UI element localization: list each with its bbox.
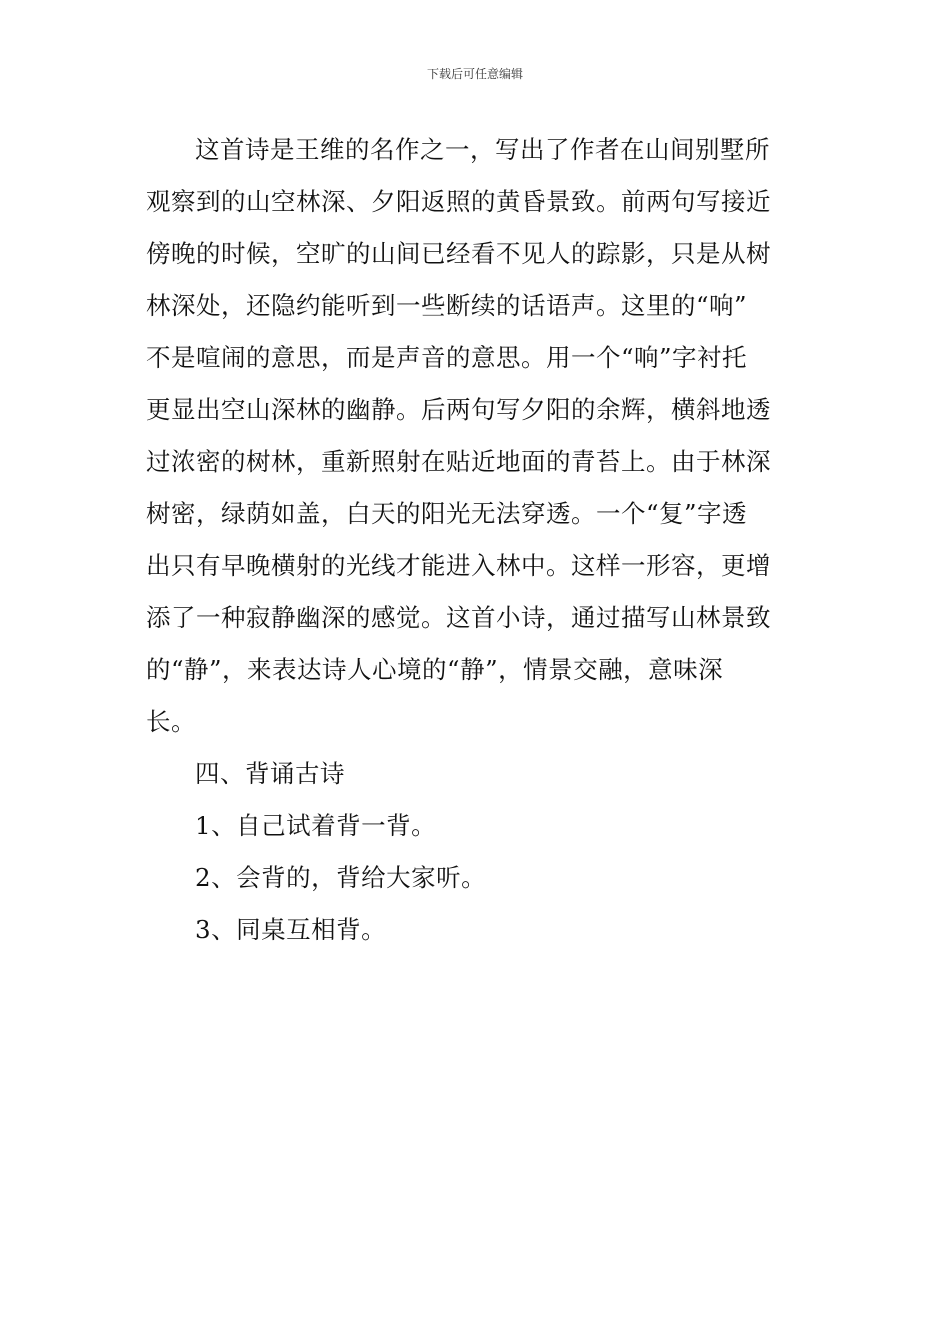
paragraph-line: 观察到的山空林深、夕阳返照的黄昏景致。前两句写接近: [146, 187, 771, 216]
paragraph-line: 出只有早晚横射的光线才能进入林中。这样一形容，更增: [146, 551, 771, 580]
document-body: [146, 124, 806, 956]
paragraph-line: 添了一种寂静幽深的感觉。这首小诗，通过描写山林景致: [146, 603, 771, 632]
page-header-note: 下载后可任意编辑: [426, 67, 523, 81]
paragraph-line: 更显出空山深林的幽静。后两句写夕阳的余辉，横斜地透: [146, 395, 771, 424]
paragraph-line: 的“静”，来表达诗人心境的“静”，情景交融，意味深: [146, 655, 724, 684]
list-item: 1、自己试着背一背。: [195, 811, 437, 840]
paragraph-line: 长。: [146, 707, 196, 736]
paragraph-line: 树密，绿荫如盖，白天的阳光无法穿透。一个“复”字透: [146, 499, 748, 528]
list-item: 2、会背的，背给大家听。: [195, 863, 487, 892]
paragraph-line: 不是喧闹的意思，而是声音的意思。用一个“响”字衬托: [146, 343, 748, 372]
paragraph-line: 这首诗是王维的名作之一，写出了作者在山间别墅所: [195, 135, 770, 164]
paragraph-line: 林深处，还隐约能听到一些断续的话语声。这里的“响”: [146, 291, 748, 320]
paragraph-line: 傍晚的时候，空旷的山间已经看不见人的踪影，只是从树: [146, 239, 771, 268]
paragraph-line: 过浓密的树林，重新照射在贴近地面的青苔上。由于林深: [146, 447, 771, 476]
section-heading: 四、背诵古诗: [195, 759, 345, 788]
list-item: 3、同桌互相背。: [195, 915, 387, 944]
